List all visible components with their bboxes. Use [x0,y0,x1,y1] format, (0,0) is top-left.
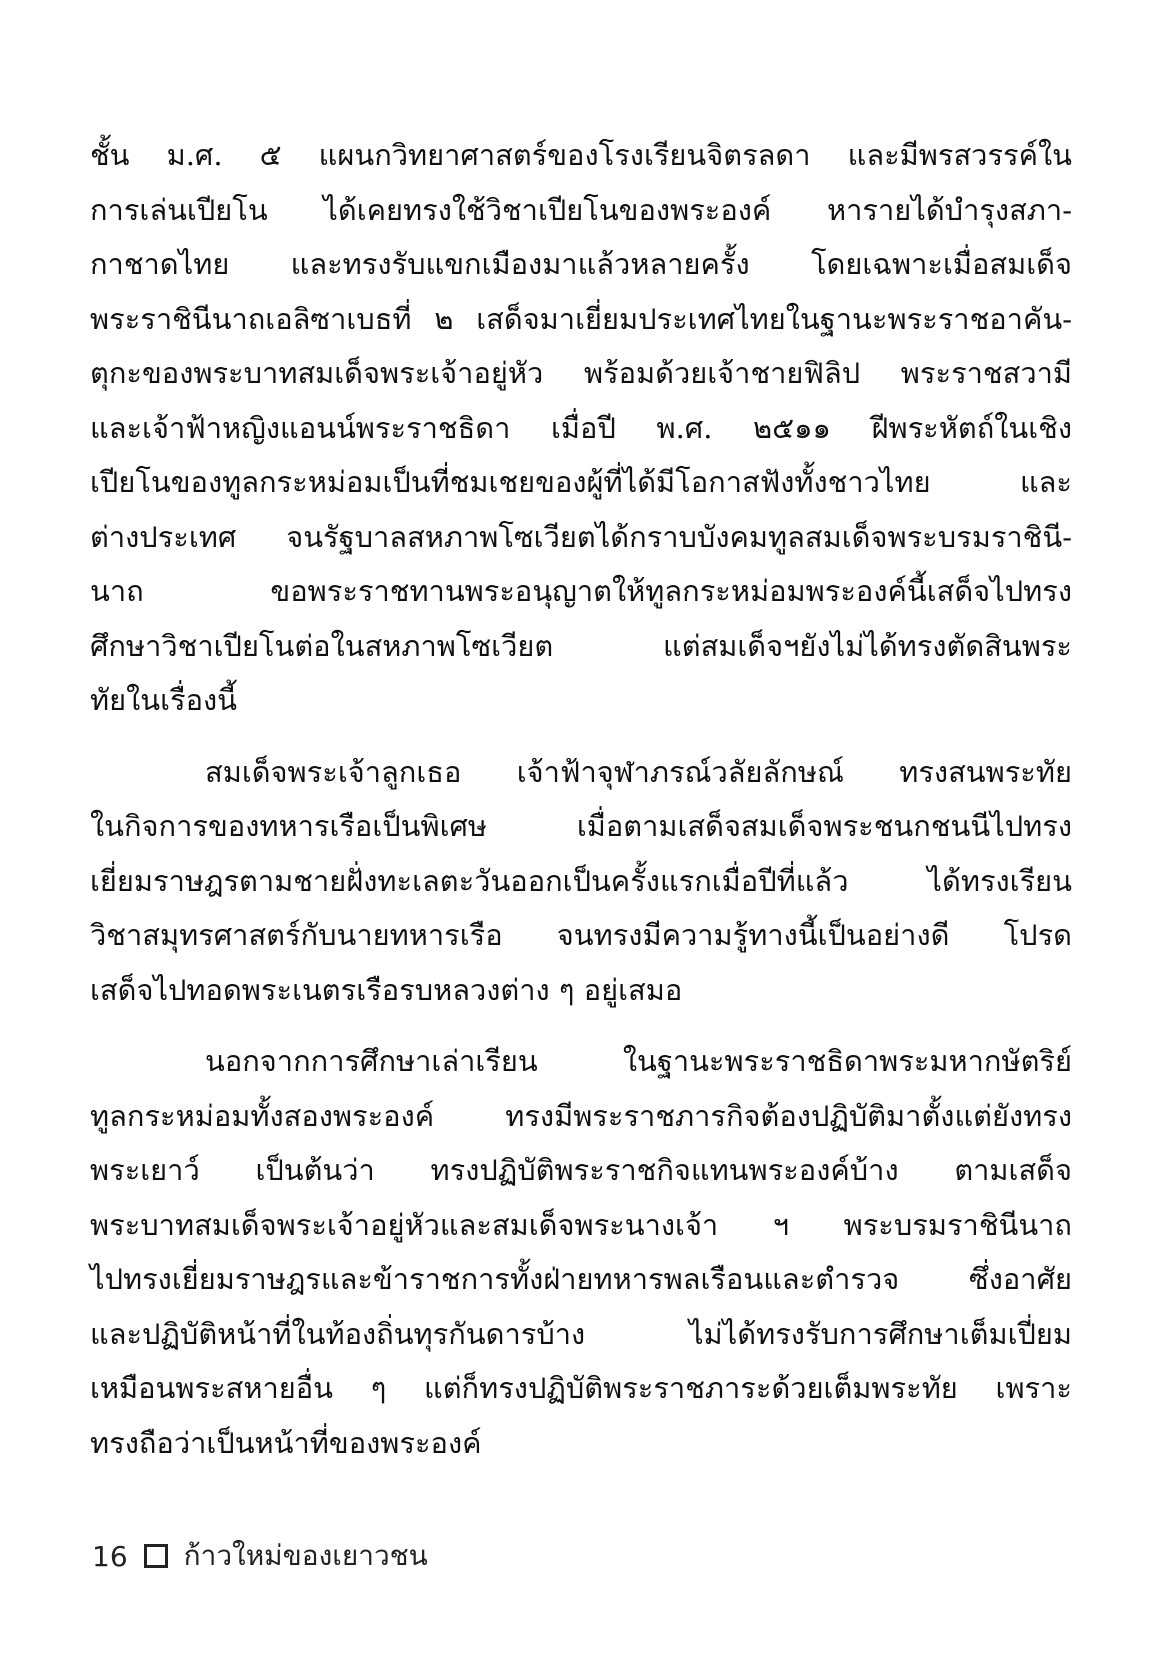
text-line: นาถ ขอพระราชทานพระอนุญาตให้ทูลกระหม่อมพระองค์นี้เสด็จไปทรง [90,574,1072,608]
text-line: และเจ้าฟ้าหญิงแอนน์พระราชธิดา เมื่อปี พ.ศ. ๒๕๑๑ ฝีพระหัตถ์ในเชิง [90,410,1072,445]
publication-title: ก้าวใหม่ของเยาวชน [183,1539,428,1572]
text-line: ทัยในเรื่องนี้ [90,683,237,717]
text-line: เหมือนพระสหายอื่น ๆ แต่ก็ทรงปฏิบัติพระราชภาระด้วยเต็มพระทัย เพราะ [90,1371,1072,1405]
text-line: ศึกษาวิชาเปียโนต่อในสหภาพโซเวียต แต่สมเด็จฯยังไม่ได้ทรงตัดสินพระ [90,628,1072,663]
paragraph-2 [90,745,1072,1018]
text-line: พระราชินีนาถเอลิซาเบธที่ ๒ เสด็จมาเยี่ยมประเทศไทยในฐานะพระราชอาคัน- [90,301,1072,336]
paragraph-gap [90,1017,1072,1034]
paragraph-3 [90,1034,1072,1470]
body-text [90,128,1072,1470]
text-line: นอกจากการศึกษาเล่าเรียน ในฐานะพระราชธิดาพระมหากษัตริย์ [205,1044,1072,1078]
text-line: ในกิจการของทหารเรือเป็นพิเศษ เมื่อตามเสด็จสมเด็จพระชนกชนนีไปทรง [90,809,1072,843]
text-line: เปียโนของทูลกระหม่อมเป็นที่ชมเชยของผู้ที่ได้มีโอกาสฟังทั้งชาวไทย และ [90,465,1072,499]
paragraph-1 [90,128,1072,728]
text-line: ทรงถือว่าเป็นหน้าที่ของพระองค์ [90,1425,482,1460]
text-line: กาชาดไทย และทรงรับแขกเมืองมาแล้วหลายครั้ง โดยเฉพาะเมื่อสมเด็จ [90,247,1072,281]
text-line: พระบาทสมเด็จพระเจ้าอยู่หัวและสมเด็จพระนางเจ้า ฯ พระบรมราชินีนาถ [90,1207,1072,1242]
text-line: ตุกะของพระบาทสมเด็จพระเจ้าอยู่หัว พร้อมด้วยเจ้าชายฟิลิป พระราชสวามี [90,356,1072,390]
paragraph-gap [90,728,1072,745]
text-line: ทูลกระหม่อมทั้งสองพระองค์ ทรงมีพระราชภารกิจต้องปฏิบัติมาตั้งแต่ยังทรง [90,1098,1072,1133]
text-line: สมเด็จพระเจ้าลูกเธอ เจ้าฟ้าจุฬาภรณ์วลัยลักษณ์ ทรงสนพระทัย [205,754,1072,789]
text-line: ไปทรงเยี่ยมราษฎรและข้าราชการทั้งฝ่ายทหารพลเรือนและตำรวจ ซึ่งอาศัย [90,1262,1072,1296]
text-line: และปฏิบัติหน้าที่ในท้องถิ่นทุรกันดารบ้าง ไม่ได้ทรงรับการศึกษาเต็มเปี่ยม [90,1316,1072,1351]
page-number: 16 [92,1539,128,1573]
square-box-icon [144,1544,168,1568]
text-line: วิชาสมุทรศาสตร์กับนายทหารเรือ จนทรงมีความรู้ทางนี้เป็นอย่างดี โปรด [90,918,1072,952]
text-line: พระเยาว์ เป็นต้นว่า ทรงปฏิบัติพระราชกิจแทนพระองค์บ้าง ตามเสด็จ [90,1153,1072,1187]
text-line: ชั้น ม.ศ. ๕ แผนกวิทยาศาสตร์ของโรงเรียนจิตรลดา และมีพรสวรรค์ใน [90,138,1072,172]
text-line: การเล่นเปียโน ได้เคยทรงใช้วิชาเปียโนของพระองค์ หารายได้บำรุงสภา- [90,192,1072,227]
text-line: ต่างประเทศ จนรัฐบาลสหภาพโซเวียตได้กราบบังคมทูลสมเด็จพระบรมราชินี- [90,519,1072,554]
page-footer [92,1534,428,1578]
text-line: เยี่ยมราษฎรตามชายฝั่งทะเลตะวันออกเป็นครั้งแรกเมื่อปีที่แล้ว ได้ทรงเรียน [90,863,1072,898]
text-line: เสด็จไปทอดพระเนตรเรือรบหลวงต่าง ๆ อยู่เสมอ [90,972,683,1007]
